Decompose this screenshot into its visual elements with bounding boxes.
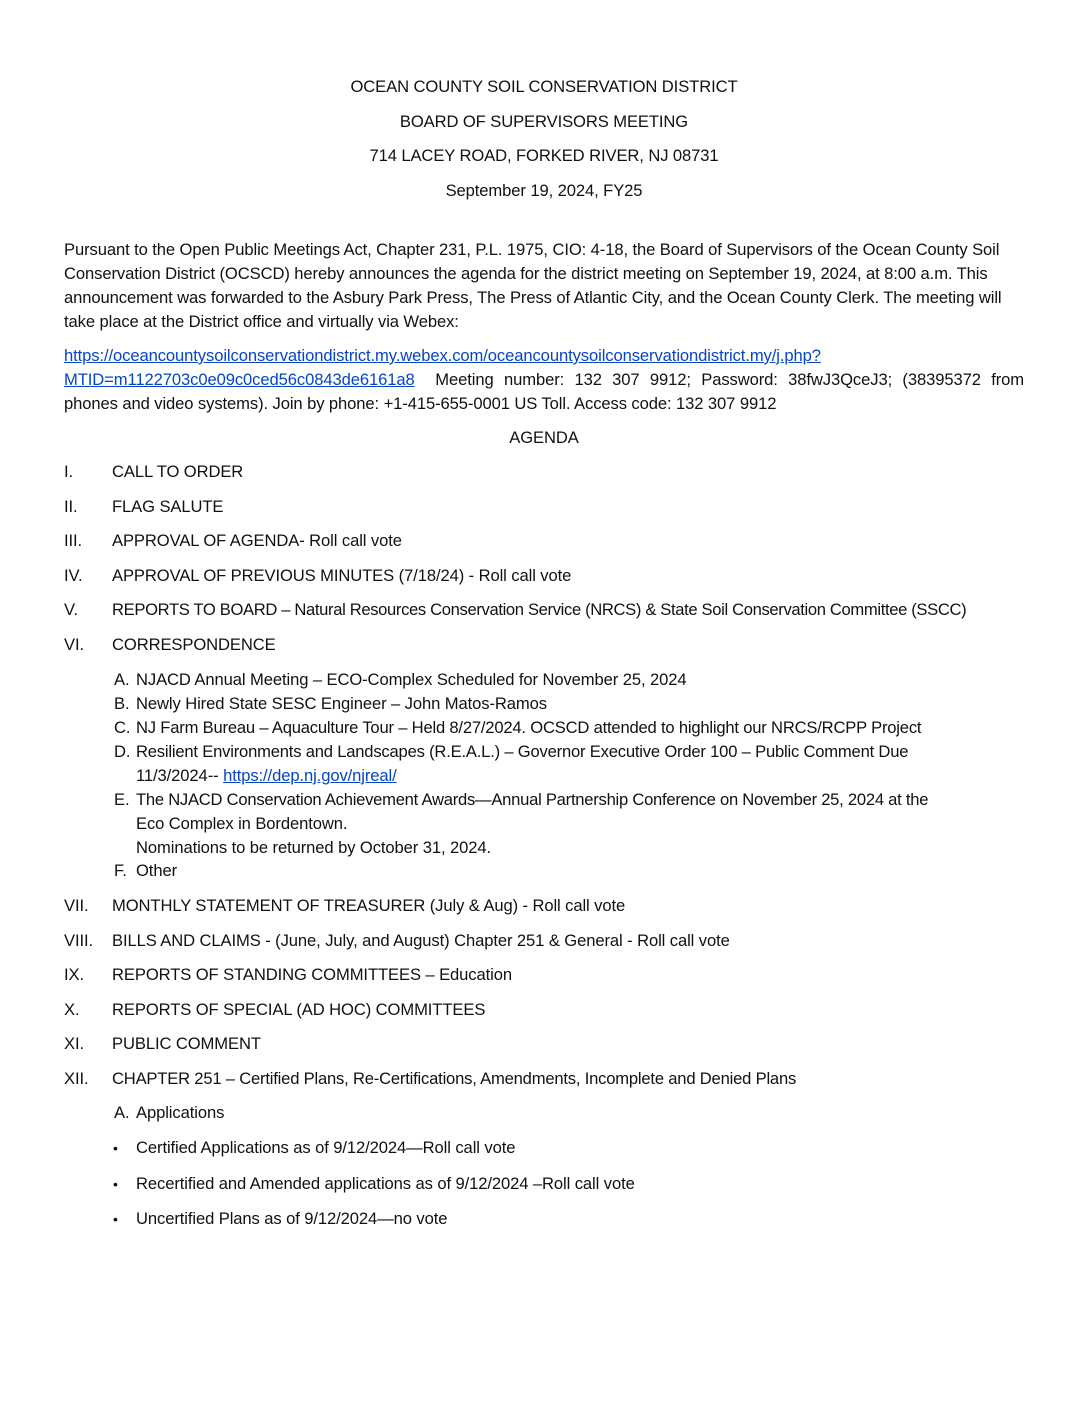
item-correspondence: CORRESPONDENCE <box>112 635 276 654</box>
webex-link-line1: https://oceancountysoilconservationdistrict.my.webex.com/oceancountysoilconservationdistrict.my/j.php?MTID=m112 <box>64 346 821 389</box>
item-number: III. <box>64 531 83 550</box>
correspondence-item-continued <box>136 766 397 786</box>
item-number: XI. <box>64 1034 84 1053</box>
item-number: VII. <box>64 896 89 915</box>
item-number: XII. <box>64 1069 89 1088</box>
item-number: I. <box>64 462 74 481</box>
item-reports-to-board: REPORTS TO BOARD – Natural Resources Conservation Service (NRCS) & State Soil Conservation Committee (SSCC) <box>112 600 967 619</box>
webex-link-line2: 2703c0e09c0ced56c0843de6161a8 <box>153 370 415 389</box>
bullet-icon: • <box>113 1211 118 1227</box>
correspondence-item: Newly Hired State SESC Engineer – John Matos-Ramos <box>136 694 547 713</box>
bullet-item-certified: Certified Applications as of 9/12/2024—Roll call vote <box>136 1138 516 1157</box>
item-treasurer-statement: MONTHLY STATEMENT OF TREASURER (July & Aug) - Roll call vote <box>112 896 626 915</box>
item-number: VIII. <box>64 931 94 950</box>
webex-details: Meeting number: 132 307 9912; Password: 38fwJ3QceJ3; (38395372 from phones and video systems). Join by phone: +1-415-655-0001 US Toll. Access code: 132 307 9912 <box>64 370 1024 413</box>
correspondence-letter: E. <box>114 790 130 809</box>
correspondence-item-continued: Nominations to be returned by October 31, 2024. <box>136 838 492 857</box>
correspondence-letter: F. <box>114 861 127 880</box>
correspondence-item: Resilient Environments and Landscapes (R.E.A.L.) – Governor Executive Order 100 – Public Comment Due <box>136 742 909 761</box>
applications-letter: A. <box>114 1103 130 1122</box>
bullet-icon: • <box>113 1176 118 1192</box>
intro-paragraph: Pursuant to the Open Public Meetings Act, Chapter 231, P.L. 1975, CIO: 4-18, the Board of Supervisors of the Ocean County Soil Conservation District (OCSCD) hereby announces the agenda for the district meeting on September 19, 2024, at 8:00 a.m. This announcement was forwarded to the Asbury Park Press, The Press of Atlantic City, and the Ocean County Clerk. The meeting will take place at the District office and virtually via Webex: <box>64 240 1002 331</box>
item-number: V. <box>64 600 78 619</box>
agenda-title: AGENDA <box>509 428 579 447</box>
bullet-item-uncertified: Uncertified Plans as of 9/12/2024—no vote <box>136 1209 448 1228</box>
item-bills-and-claims: BILLS AND CLAIMS - (June, July, and August) Chapter 251 & General - Roll call vote <box>112 931 730 950</box>
correspondence-item: NJ Farm Bureau – Aquaculture Tour – Held 8/27/2024. OCSCD attended to highlight our NRCS/RCPP Project <box>136 718 922 737</box>
meeting-date: September 19, 2024, FY25 <box>445 181 643 200</box>
correspondence-letter: C. <box>114 718 131 737</box>
item-number: II. <box>64 497 78 516</box>
bullet-item-recertified: Recertified and Amended applications as of 9/12/2024 –Roll call vote <box>136 1174 635 1193</box>
applications-label: Applications <box>136 1103 225 1122</box>
njreal-link[interactable]: https://dep.nj.gov/njreal/ <box>223 766 397 785</box>
item-chapter-251: CHAPTER 251 – Certified Plans, Re-Certifications, Amendments, Incomplete and Denied Plans <box>112 1069 797 1088</box>
due-date-text: 11/3/2024-- <box>136 766 224 785</box>
correspondence-item: NJACD Annual Meeting – ECO-Complex Scheduled for November 25, 2024 <box>136 670 687 689</box>
bullet-icon: • <box>113 1140 118 1156</box>
meeting-address: 714 LACEY ROAD, FORKED RIVER, NJ 08731 <box>369 146 719 165</box>
correspondence-item: The NJACD Conservation Achievement Awards—Annual Partnership Conference on November 25, 2024 at the <box>136 790 929 809</box>
correspondence-letter: B. <box>114 694 130 713</box>
correspondence-item-continued: Eco Complex in Bordentown. <box>136 814 348 833</box>
district-name: OCEAN COUNTY SOIL CONSERVATION DISTRICT <box>350 77 738 96</box>
item-special-committees: REPORTS OF SPECIAL (AD HOC) COMMITTEES <box>112 1000 486 1019</box>
item-call-to-order: CALL TO ORDER <box>112 462 244 481</box>
item-standing-committees: REPORTS OF STANDING COMMITTEES – Education <box>112 965 512 984</box>
item-public-comment: PUBLIC COMMENT <box>112 1034 261 1053</box>
item-approval-minutes: APPROVAL OF PREVIOUS MINUTES (7/18/24) - Roll call vote <box>112 566 572 585</box>
webex-paragraph <box>64 344 1024 416</box>
item-flag-salute: FLAG SALUTE <box>112 497 224 516</box>
item-number: IX. <box>64 965 84 984</box>
item-number: IV. <box>64 566 83 585</box>
correspondence-letter: A. <box>114 670 130 689</box>
item-number: X. <box>64 1000 80 1019</box>
item-approval-agenda: APPROVAL OF AGENDA- Roll call vote <box>112 531 402 550</box>
meeting-title: BOARD OF SUPERVISORS MEETING <box>399 112 689 131</box>
correspondence-letter: D. <box>114 742 131 761</box>
item-number: VI. <box>64 635 84 654</box>
correspondence-item: Other <box>136 861 178 880</box>
